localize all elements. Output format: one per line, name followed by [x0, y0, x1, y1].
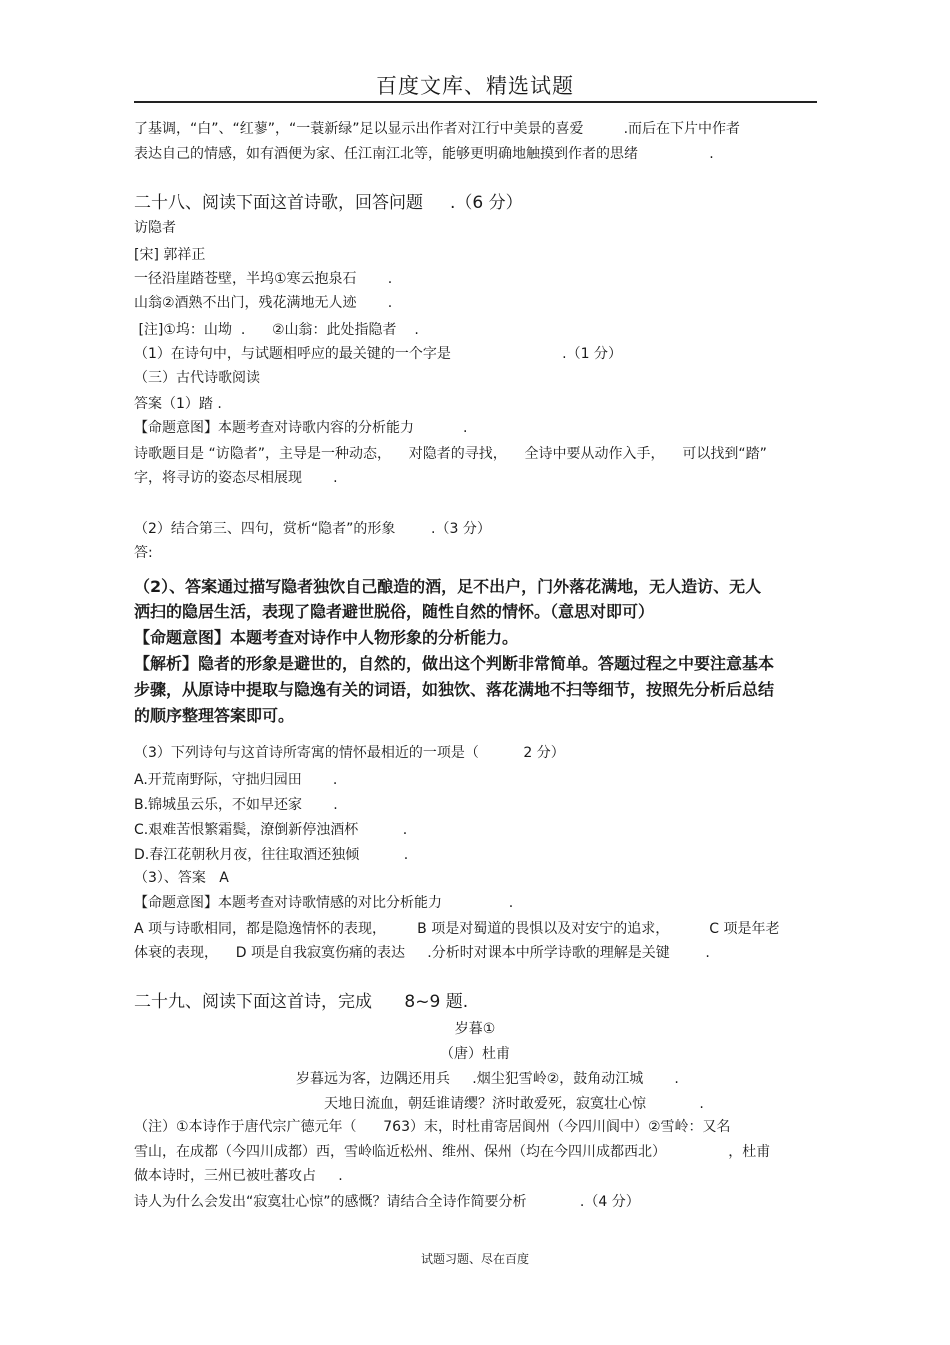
poem-verse: 岁暮远为客，边隅还用兵 .烟尘犯雪岭②，鼓角动江城 .	[296, 1071, 679, 1087]
option-c: C.艰难苦恨繁霜鬓，潦倒新停浊酒杯 .	[134, 822, 408, 838]
explanation-1: 诗歌题目是 “访隐者”，主导是一种动态， 对隐者的寻找， 全诗中要从动作入手， 可以找到“踏”	[134, 446, 767, 462]
question-28-heading: 二十八、阅读下面这首诗歌，回答问题 .（6 分）	[134, 193, 523, 213]
poem-verse: 天地日流血，朝廷谁请缨？济时敢爱死，寂寞壮心惊 .	[324, 1096, 704, 1112]
page-title: 百度文库、精选试题	[376, 74, 574, 98]
option-d: D.春江花朝秋月夜，往往取酒还独倾 .	[134, 847, 409, 863]
poem-author: （唐）杜甫	[440, 1046, 510, 1062]
option-a: A.开荒南野际，守拙归园田 .	[134, 772, 338, 788]
answer-2: 洒扫的隐居生活，表现了隐者避世脱俗，随性自然的情怀。（意思对即可）	[134, 602, 655, 621]
intro-line: 了基调，“白”、“红蓼”，“一蓑新绿”足以显示出作者对江行中美景的喜爱 .而后在下片中作者	[134, 121, 741, 137]
poem-title: 访隐者	[134, 220, 176, 236]
answer-1: 答案（1）踏 .	[134, 396, 222, 412]
page-footer: 试题习题、尽在百度	[420, 1252, 529, 1266]
poem-author: [宋] 郭祥正	[134, 247, 206, 263]
question-29-prompt: 诗人为什么会发出“寂寞壮心惊”的感慨？请结合全诗作简要分析 .（4 分）	[134, 1194, 640, 1210]
answer-2: （2）、答案通过描写隐者独饮自己酿造的酒，足不出户，门外落花满地，无人造访、无人	[134, 577, 762, 596]
analysis-2: 【解析】隐者的形象是避世的，自然的，做出这个判断非常简单。答题过程之中要注意基本	[134, 654, 775, 673]
analysis-2: 的顺序整理答案即可。	[134, 706, 295, 725]
sub-question-1: （1）在诗句中，与试题相呼应的最关键的一个字是 .（1 分）	[134, 346, 622, 362]
intent-3: 【命题意图】本题考查对诗歌情感的对比分析能力 .	[134, 895, 514, 911]
poem-note: （注）①本诗作于唐代宗广德元年（ 763）末，时杜甫寄居阆州（今四川阆中）②雪岭：又名	[134, 1119, 731, 1135]
explanation-1: 字，将寻访的姿态尽相展现 .	[134, 470, 338, 486]
question-29-heading: 二十九、阅读下面这首诗，完成 8~9 题.	[134, 992, 469, 1012]
analysis-2: 步骤，从原诗中提取与隐逸有关的词语，如独饮、落花满地不扫等细节，按照先分析后总结	[134, 680, 775, 699]
section-label: （三）古代诗歌阅读	[134, 370, 260, 386]
intro-line: 表达自己的情感，如有酒便为家、任江南江北等，能够更明确地触摸到作者的思绪 .	[134, 146, 714, 162]
poem-verse: 山翁②酒熟不出门，残花满地无人迹 .	[134, 295, 393, 311]
poem-note: 雪山，在成都（今四川成都）西，雪岭临近松州、维州、保州（均在今四川成都西北） ，杜甫	[134, 1144, 771, 1160]
poem-note: 做本诗时，三州已被吐蕃攻占 .	[134, 1168, 343, 1184]
explanation-3: 体衰的表现， D 项是自我寂寞伤痛的表达 .分析时对课本中所学诗歌的理解是关键 .	[134, 945, 710, 961]
poem-verse: 一径沿崖踏苍壁，半坞①寒云抱泉石 .	[134, 271, 393, 287]
poem-title: 岁暮①	[454, 1021, 496, 1037]
explanation-3: A 项与诗歌相同，都是隐逸情怀的表现， B 项是对蜀道的畏惧以及对安宁的追求， C 项是年老	[134, 921, 780, 937]
answer-3: （3）、答案 A	[134, 870, 229, 886]
sub-question-2: （2）结合第三、四句，赏析“隐者”的形象 .（3 分）	[134, 521, 491, 537]
intent-1: 【命题意图】本题考查对诗歌内容的分析能力 .	[134, 420, 468, 436]
poem-note: [注]①坞：山坳 . ②山翁：此处指隐者 .	[134, 322, 419, 338]
answer-prompt: 答:	[134, 545, 153, 561]
sub-question-3: （3）下列诗句与这首诗所寄寓的情怀最相近的一项是（ 2 分）	[134, 745, 565, 761]
header-divider	[134, 101, 817, 103]
intent-2: 【命题意图】本题考查对诗作中人物形象的分析能力。	[134, 628, 519, 647]
option-b: B.锦城虽云乐，不如早还家 .	[134, 797, 338, 813]
